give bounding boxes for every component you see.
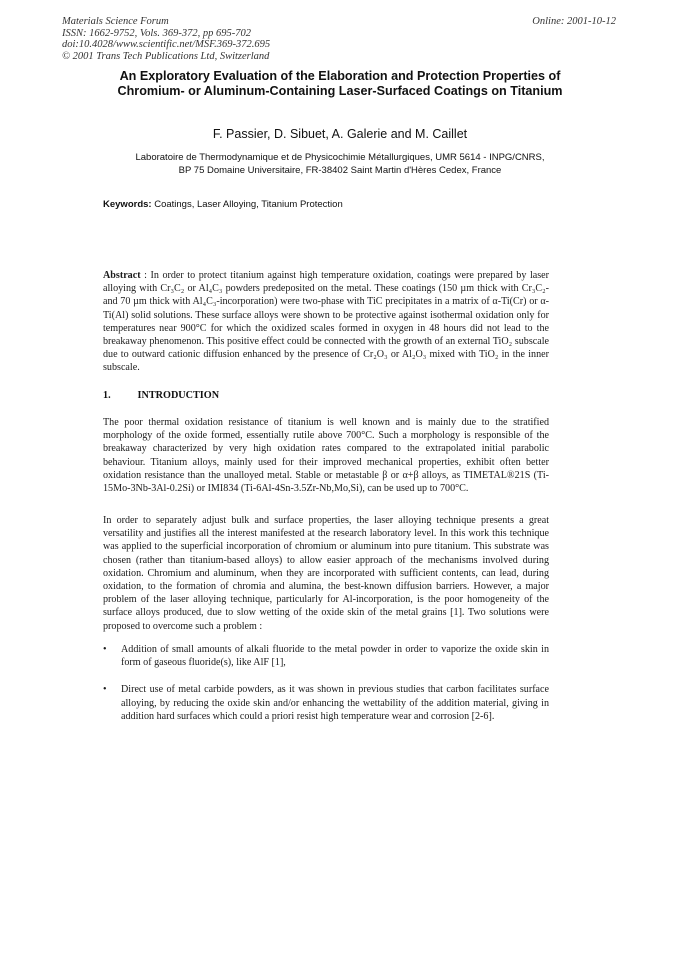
doi-line: doi:10.4028/www.scientific.net/MSF.369-372.695 bbox=[62, 39, 271, 50]
bullet-text: Addition of small amounts of alkali fluoride to the metal powder in order to vaporize the oxide skin in form of gaseous fluoride(s), like AlF [1], bbox=[121, 644, 549, 669]
list-item bbox=[103, 683, 549, 723]
list-item bbox=[103, 643, 549, 669]
affiliation bbox=[96, 152, 584, 177]
paper-title: An Exploratory Evaluation of the Elaboration and Protection Properties of Chromium- or Aluminum-Containing Laser-Surfaced Coatings on Titanium bbox=[117, 69, 563, 98]
abstract-label: Abstract bbox=[103, 270, 141, 281]
abstract bbox=[103, 269, 549, 375]
section-title: INTRODUCTION bbox=[137, 390, 220, 401]
section-number: 1. bbox=[103, 390, 111, 401]
bullet-list bbox=[103, 643, 549, 737]
abstract-text: : In order to protect titanium against high temperature oxidation, coatings were prepared by laser alloying with Cr₃C₂ or Al₄C₃ powders predeposited on the metal. These coatings (150 µm thick with Cr₃C₂- and 70 µm thick with Al₄C₃-incorporation) were two-phase with TiC precipitates in a matrix of α-Ti(Cr) or α-Ti(Al) solid solutions. These surface alloys were shown to be protective against isothermal oxidation only for temperatures near 900°C for which the oxidized scales formed in oxygen in 48 hours did not lead to the breakaway phenomenon. This positive effect could be connected with the growth of an external TiO₂ subscale due to outward cationic diffusion enhanced by the presence of Cr₂O₃ or Al₂O₃ mixed with TiO₂ in the inner subscale. bbox=[103, 270, 549, 374]
issn-line: ISSN: 1662-9752, Vols. 369-372, pp 695-702 bbox=[62, 27, 251, 39]
keywords bbox=[103, 199, 343, 210]
section-heading-introduction bbox=[103, 390, 219, 401]
intro-paragraph-1: The poor thermal oxidation resistance of titanium is well known and is mainly due to the stratified morphology of the oxide formed, essentially rutile above 700°C. Such a morphology is responsible of the breakaway characterized by very high oxidation rates compared to the extrapolated initial parabolic behaviour. Titanium alloys, mainly used for their improved mechanical properties, exhibit often better oxidation resistance than the unalloyed metal. Stable or metastable β or α+β alloys, as TIMETAL®21S (Ti-15Mo-3Nb-3Al-0.2Si) or IMI834 (Ti-6Al-4Sn-3.5Zr-Nb,Mo,Si), can be used up to 700°C. bbox=[103, 417, 549, 495]
affiliation-line-2: BP 75 Domaine Universitaire, FR-38402 Saint Martin d'Hères Cedex, France bbox=[178, 164, 502, 176]
intro-paragraph-2: In order to separately adjust bulk and surface properties, the laser alloying technique presents a great versatility and justifies all the interest manifested at the research laboratory level. In this work this technique was applied to the superficial incorporation of chromium or aluminum into pure titanium. This substrate was chosen (rather than titanium-based alloys) to allow easier approach of the mechanisms involved during oxidation. Chromium and aluminum, when they are incorporated with sufficient contents, can lead, during oxidation, to the formation of chromia and alumina, the best-known diffusion barriers. However, a major problem of the laser alloying technique, particularly for Al-incorporation, is the poor homogeneity of the surface alloys produced, due to slow wetting of the oxide skin of the metal grains [1]. Two solutions were proposed to overcome such a problem : bbox=[103, 515, 549, 632]
copyright-line: © 2001 Trans Tech Publications Ltd, Switzerland bbox=[62, 50, 270, 62]
bullet-glyph: • bbox=[103, 644, 107, 655]
affiliation-line-1: Laboratoire de Thermodynamique et de Physicochimie Métallurgiques, UMR 5614 - INPG/CNRS, bbox=[135, 152, 545, 163]
bullet-text: Direct use of metal carbide powders, as it was shown in previous studies that carbon facilitates surface alloying, by reducing the oxide skin and/or enhancing the wettability of the addition material, giving in addition hard surfaces which could a priori resist high temperature wear and corrosion [2-6]. bbox=[121, 684, 549, 722]
author-list: F. Passier, D. Sibuet, A. Galerie and M. Caillet bbox=[212, 127, 468, 141]
journal-header bbox=[62, 16, 270, 62]
bullet-glyph: • bbox=[103, 684, 107, 696]
online-date: Online: 2001-10-12 bbox=[532, 16, 616, 27]
keywords-text: Coatings, Laser Alloying, Titanium Protection bbox=[154, 199, 343, 210]
journal-name: Materials Science Forum bbox=[62, 16, 169, 27]
keywords-label: Keywords: bbox=[103, 199, 152, 210]
